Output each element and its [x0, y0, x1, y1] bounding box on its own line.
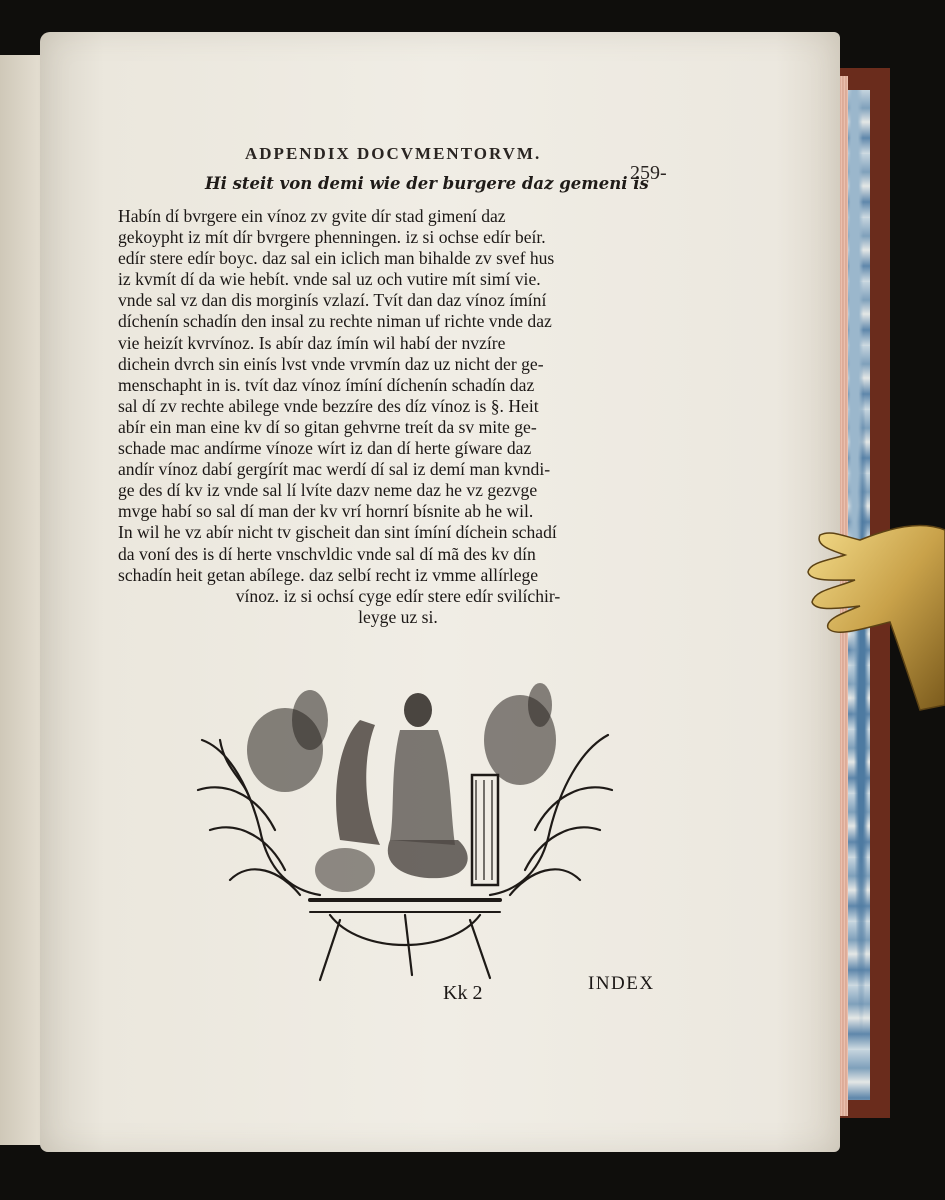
text-line: vnde sal vz dan dis morginís vzlazí. Tvít dan daz vínoz ímíní — [118, 290, 547, 311]
brass-hand-page-clip — [800, 510, 945, 720]
signature-mark: Kk 2 — [443, 982, 483, 1004]
text-line: vínoz. iz si ochsí cyge edír stere edír svilíchir- — [235, 585, 561, 606]
text-line: vie heizít kvrvínoz. Is abír daz ímín wil habí der nvzíre — [118, 332, 506, 353]
catchword: INDEX — [588, 973, 655, 994]
text-line: abír ein man eine kv dí so gitan gehvrne treít da sv mite ge- — [118, 416, 537, 437]
text-line: schadín heit getan abílege. daz selbí recht iz vmme allírlege — [118, 564, 539, 585]
text-line: edír stere edír boyc. daz sal ein iclich man bihalde zv svef hus — [118, 248, 555, 269]
text-line: menschapht in is. tvít daz vínoz ímíní díchenín schadín daz — [118, 374, 535, 395]
text-line: sal dí zv rechte abilege vnde bezzíre des díz vínoz is §. Heit — [118, 395, 539, 416]
woodcut-vignette — [190, 680, 620, 990]
text-line: leyge uz si. — [358, 606, 438, 627]
text-line: schade mac andírme vínoze wírt iz dan dí herte gíware daz — [118, 438, 532, 459]
text-line: dichein dvrch sin einís lvst vnde vrvmín daz uz nicht der ge- — [118, 353, 544, 374]
text-line: Habín dí bvrgere ein vínoz zv gvite dír stad gimení daz — [118, 206, 506, 226]
text-line: da voní des is dí herte vnschvldic vnde sal dí mã des kv dín — [118, 543, 536, 564]
text-line: mvge habí so sal dí man der kv vrí hornrí bísnite ab he wil. — [118, 501, 534, 522]
page-number: 259- — [630, 162, 667, 184]
text-line: In wil he vz abír nicht tv gischeit dan sint ímíní díchein schadí — [118, 522, 557, 543]
section-heading: Hi steit von demi wie der burgere daz gemeni is — [205, 174, 649, 193]
text-line: ge des dí kv iz vnde sal lí lvíte dazv neme daz he vz gezvge — [118, 480, 538, 501]
running-head: ADPENDIX DOCVMENTORVM. — [245, 144, 542, 163]
text-line: díchenín schadín den insal zu rechte niman uf richte vnde daz — [118, 311, 552, 332]
text-line: iz kvmít dí da wie hebít. vnde sal uz och vutire mít simí vie. — [118, 269, 541, 290]
text-line: andír vínoz dabí gergírít mac werdí dí sal iz demí man kvndi- — [118, 459, 551, 480]
text-line: gekoypht iz mít dír bvrgere phenningen. iz si ochse edír beír. — [118, 227, 546, 248]
body-text — [118, 206, 678, 628]
